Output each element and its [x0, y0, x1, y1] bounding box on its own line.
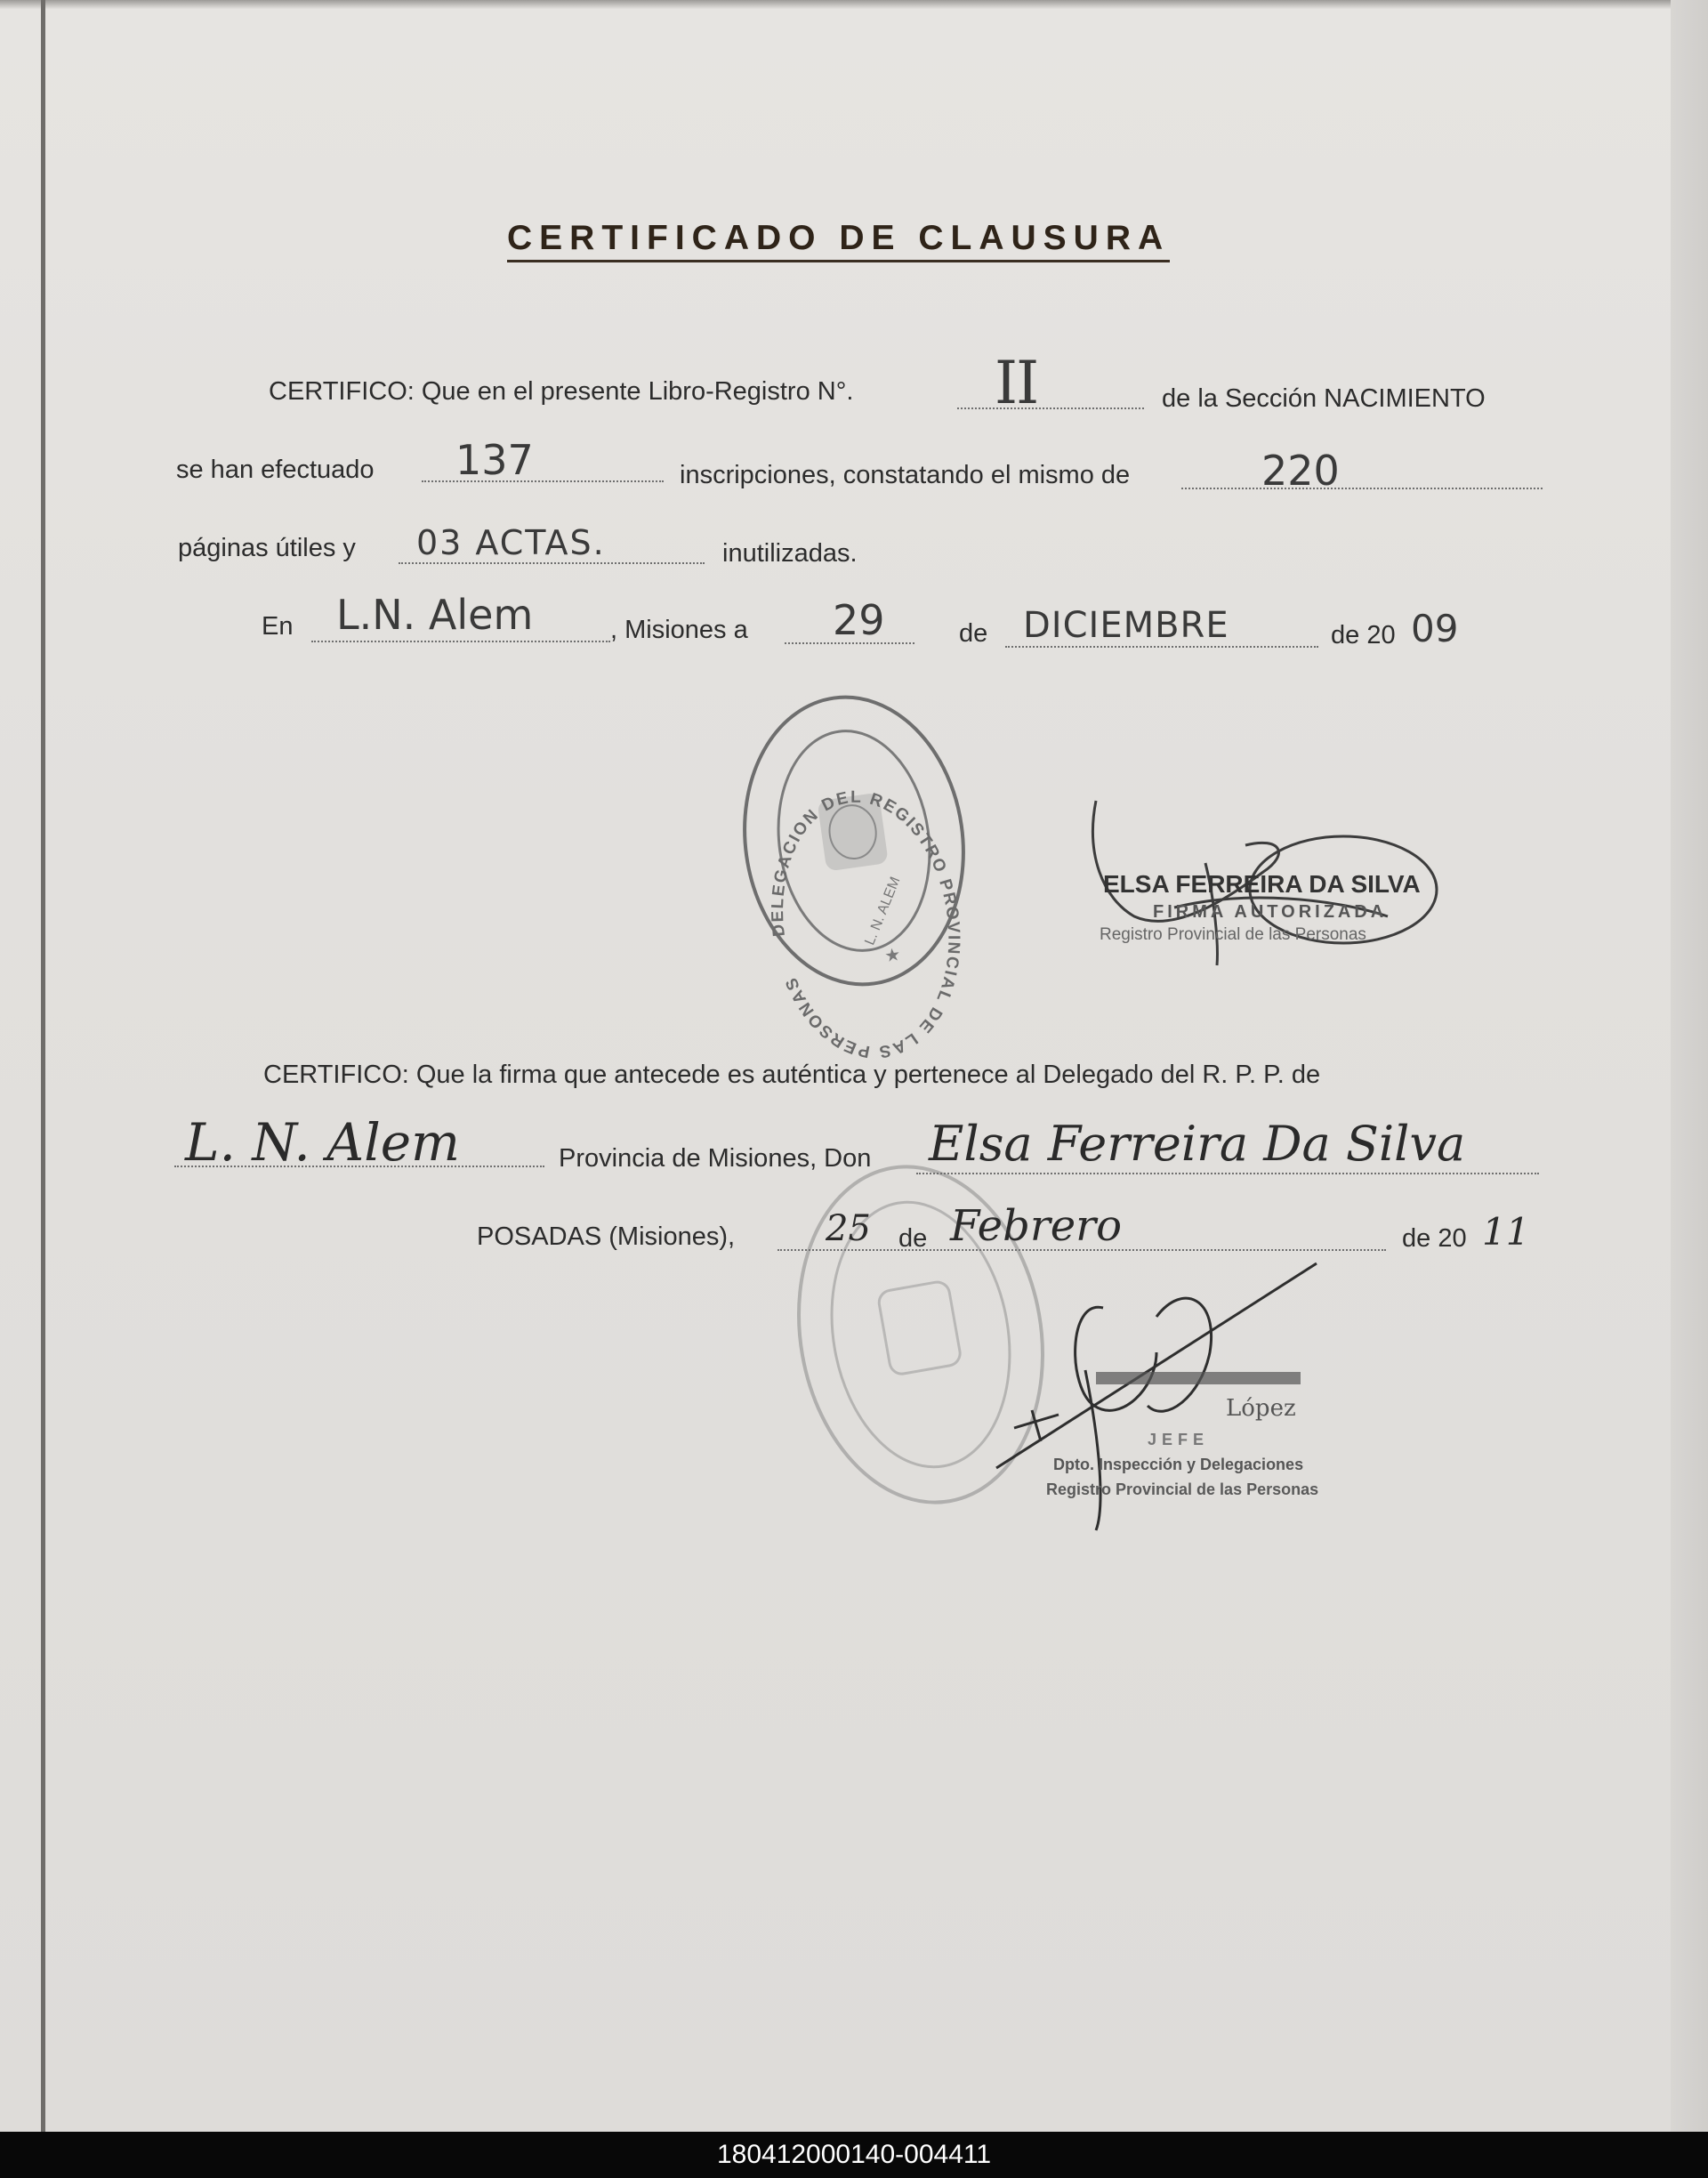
svg-text:★: ★ — [882, 945, 902, 967]
seal-center-text: L. N. ALEM — [862, 875, 904, 948]
signature1-org: Registro Provincial de las Personas — [1100, 925, 1366, 944]
cert2-mes-value: Febrero — [950, 1201, 1123, 1251]
cert2-dia-value: 25 — [826, 1208, 871, 1249]
cert1-en-label: En — [262, 612, 294, 641]
cert2-line1-text: CERTIFICO: Que la firma que antecede es auténtica y pertenece al Delegado del R. P. P. de — [263, 1061, 1321, 1089]
seal-stamp-1 — [727, 683, 993, 1076]
cert1-line3-text: páginas útiles y — [178, 534, 356, 562]
signature2-role: JEFE — [1148, 1431, 1210, 1448]
cert1-inscripciones-value: 137 — [455, 436, 534, 484]
document-title: CERTIFICADO DE CLAUSURA — [507, 219, 1170, 262]
cert1-de-label: de — [959, 619, 988, 648]
cert1-line1-suffix: de la Sección NACIMIENTO — [1162, 384, 1486, 413]
cert1-lugar-value: L.N. Alem — [336, 591, 534, 639]
cert1-libro-numero: II — [995, 349, 1038, 417]
cert1-paginas-value: 220 — [1261, 447, 1340, 495]
cert1-line3-suffix: inutilizadas. — [722, 539, 858, 568]
signature2-dept: Dpto. Inspección y Delegaciones — [1053, 1456, 1304, 1473]
signature1-role: FIRMA AUTORIZADA — [1153, 902, 1388, 922]
cert2-delegado-value: Elsa Ferreira Da Silva — [929, 1116, 1466, 1172]
cert1-actas-value: 03 ACTAS. — [416, 523, 606, 562]
cert1-misiones-label: , Misiones a — [610, 616, 748, 644]
cert1-line1-text: CERTIFICO: Que en el presente Libro-Registro N°. — [269, 377, 854, 406]
signature2-name: López — [1226, 1395, 1296, 1422]
cert1-mes-value: DICIEMBRE — [1023, 605, 1229, 646]
cert1-anio-value: 09 — [1411, 607, 1459, 650]
cert2-anio-value: 11 — [1482, 1210, 1530, 1254]
cert2-de-label: de — [898, 1224, 928, 1253]
cert2-line3-text: POSADAS (Misiones), — [477, 1222, 736, 1251]
signature2-org: Registro Provincial de las Personas — [1046, 1480, 1319, 1498]
cert2-line2-mid: Provincia de Misiones, Don — [559, 1144, 872, 1173]
cert1-line2-text: se han efectuado — [176, 456, 375, 484]
cert1-line2-mid: inscripciones, constatando el mismo de — [680, 461, 1131, 489]
cert2-delegado-dotline — [916, 1173, 1539, 1174]
cert2-anio-prefix: de 20 — [1402, 1224, 1467, 1253]
seal-ring-text: DELEGACION DEL REGISTRO PROVINCIAL DE LAS PERSONAS — [768, 787, 963, 1061]
cert1-dia-value: 29 — [833, 596, 885, 644]
footer-id-bar: 180412000140-004411 — [0, 2132, 1708, 2178]
signature1-name: ELSA FERREIRA DA SILVA — [1103, 870, 1421, 898]
cert2-lugar-value: L. N. Alem — [185, 1112, 461, 1173]
cert1-anio-prefix: de 20 — [1331, 621, 1396, 649]
